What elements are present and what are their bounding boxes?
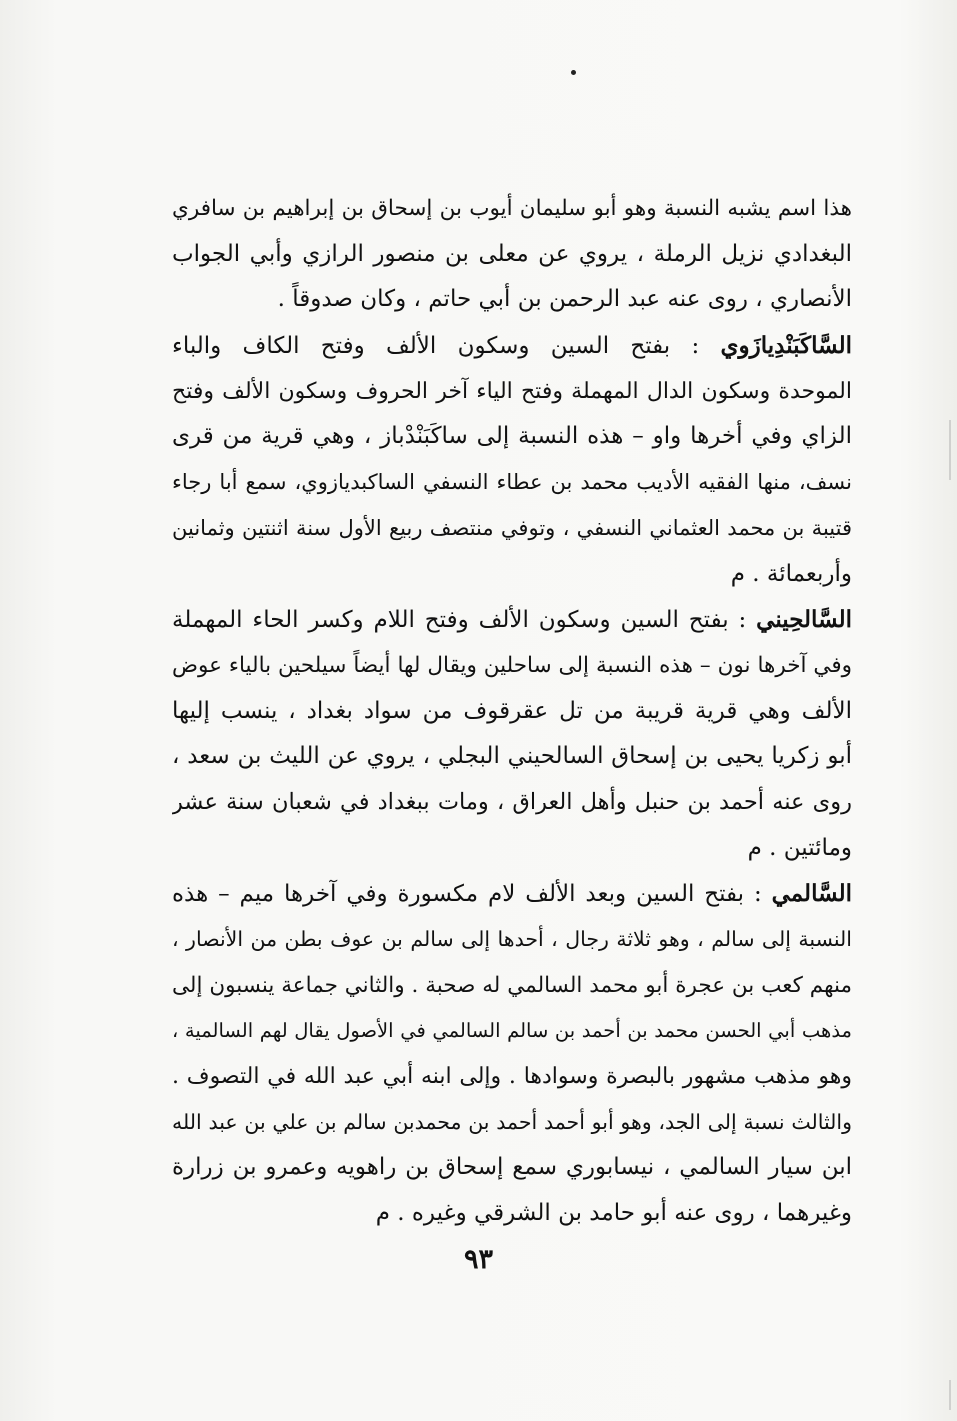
text-line: قتيبة بن محمد العثماني النسفي ، وتوفي منتصف ربيع الأول سنة اثنتين وثمانين xyxy=(172,515,852,540)
text-line: ابن سيار السالمي ، نيسابوري سمع إسحاق بن راهويه وعمرو بن زرارة xyxy=(172,1154,852,1181)
text-line: وفي آخرها نون – هذه النسبة إلى ساحلين ويقال لها أيضاً سيلحين بالياء عوض xyxy=(172,652,852,678)
body-text xyxy=(172,186,852,1237)
entry-text: : بفتح السين وسكون الألف وفتح الكاف والباء xyxy=(172,333,721,360)
scan-edge-mark xyxy=(949,1380,951,1410)
entry-line-sakbandiyazawi xyxy=(172,323,852,369)
entry-text: : بفتح السين وسكون الألف وفتح اللام وكسر الحاء المهملة xyxy=(172,607,757,634)
entry-line-salihini xyxy=(172,597,852,643)
text-line: أبو زكريا يحيى بن إسحاق السالحيني البجلي ، يروي عن الليث بن سعد ، xyxy=(172,743,852,770)
text-line: روى عنه أحمد بن حنبل وأهل العراق ، ومات ببغداد في شعبان سنة عشر xyxy=(172,788,852,815)
entry-headword-sakbandiyazawi: السَّاكَبَنْدِيازَوي xyxy=(720,332,852,360)
text-line: مذهب أبي الحسن محمد بن أحمد بن سالم السالمي في الأصول يقال لهم السالمية ، xyxy=(172,1019,852,1043)
text-line: والثالث نسبة إلى الجد، وهو أبو أحمد أحمد بن محمدبن سالم بن علي بن عبد الله xyxy=(172,1109,852,1134)
text-line: الزاي وفي أخرها واو – هذه النسبة إلى ساكَبَنْدْباز ، وهي قرية من قرى xyxy=(172,423,852,450)
page-number: ٩٣ xyxy=(463,1244,493,1275)
text-line: هذا اسم يشبه النسبة وهو أبو سليمان أيوب بن إسحاق بن إبراهيم بن سافري xyxy=(172,196,852,221)
text-line: منهم كعب بن عجرة أبو محمد السالمي له صحبة . والثاني جماعة ينسبون إلى xyxy=(172,972,852,998)
text-line: الموحدة وسكون الدال المهملة وفتح الياء آخر الحروف وسكون الألف وفتح xyxy=(172,378,852,404)
entry-headword-salimi: السَّالمي xyxy=(771,880,852,908)
text-line: نسف، منها الفقيه الأديب محمد بن عطاء النسفي الساكبديازوي، سمع أبا رجاء xyxy=(172,470,852,495)
text-line: وأربعمائة . م xyxy=(730,560,852,587)
text-line: ومائتين . م xyxy=(747,834,852,861)
ink-dot xyxy=(571,70,576,75)
text-line: النسبة إلى سالم ، وهو ثلاثة رجال ، أحدها إلى سالم بن عوف بطن من الأنصار ، xyxy=(172,927,852,951)
entry-text: : بفتح السين وبعد الألف لام مكسورة وفي آخرها ميم – هذه xyxy=(172,881,772,908)
entry-headword-salihini: السَّالحِيني xyxy=(756,606,852,634)
text-line: الأنصاري ، روى عنه عبد الرحمن بن أبي حاتم ، وكان صدوقاً . xyxy=(277,286,852,313)
text-line: الألف وهي قرية قريبة من تل عقرقوف من سواد بغداد ، ينسب إليها xyxy=(172,697,852,724)
text-line: وهو مذهب مشهور بالبصرة وسوادها . وإلى ابنه أبي عبد الله في التصوف . xyxy=(172,1064,852,1090)
text-line: البغدادي نزيل الرملة ، يروي عن معلى بن منصور الرازي وأبي الجواب xyxy=(172,240,852,267)
scan-edge-mark xyxy=(949,420,951,480)
entry-line-salimi xyxy=(172,871,852,917)
text-line: وغيرهما ، روى عنه أبو حامد بن الشرقي وغيره . م xyxy=(375,1200,852,1227)
